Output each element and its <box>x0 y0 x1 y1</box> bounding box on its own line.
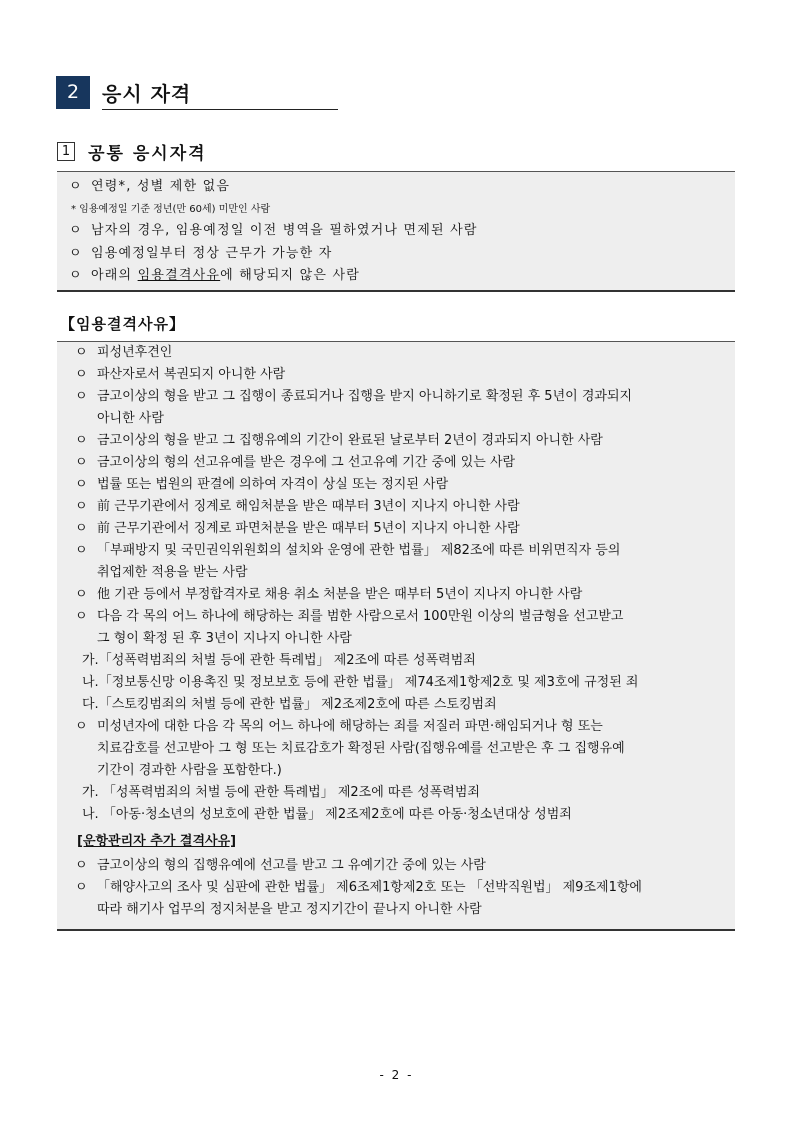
bullet: ㅇ <box>75 345 88 360</box>
disqualification-box <box>57 341 735 931</box>
list-item-continuation: 아니한 사람 <box>97 411 164 426</box>
sub-item: 가. 「성폭력범죄의 처벌 등에 관한 특례법」 제2조에 따른 성폭력범죄 <box>82 785 480 800</box>
section-number: 2 <box>56 76 90 109</box>
list-item: ㅇ 「부패방지 및 국민권익위원회의 설치와 운영에 관한 법률」 제82조에 따른 비위면직자 등의 <box>75 543 621 558</box>
bullet: ㅇ <box>69 179 83 194</box>
subsection-header <box>57 139 207 163</box>
list-item: ㅇ 他 기관 등에서 부정합격자로 채용 취소 처분을 받은 때부터 5년이 지나지 아니한 사람 <box>75 587 583 602</box>
sub-item: 다.「스토킹범죄의 처벌 등에 관한 법률」 제2조제2호에 따른 스토킹범죄 <box>82 697 497 712</box>
sub-item: 나.「정보통신망 이용촉진 및 정보보호 등에 관한 법률」 제74조제1항제2호 및 제3호에 규정된 죄 <box>82 675 639 690</box>
bullet: ㅇ <box>75 499 88 514</box>
bullet: ㅇ <box>75 367 88 382</box>
bullet: ㅇ <box>75 587 88 602</box>
section-title: 응시 자격 <box>102 82 192 106</box>
section-underline <box>102 109 338 110</box>
bullet: ㅇ <box>75 433 88 448</box>
disqualification-heading: 【임용결격사유】 <box>60 315 185 333</box>
bullet: ㅇ <box>75 858 88 873</box>
sub-item: 가.「성폭력범죄의 처벌 등에 관한 특례법」 제2조에 따른 성폭력범죄 <box>82 653 476 668</box>
list-item: ㅇ 금고이상의 형의 선고유예를 받은 경우에 그 선고유예 기간 중에 있는 사람 <box>75 455 516 470</box>
bullet: ㅇ <box>75 880 88 895</box>
list-item: ㅇ 법률 또는 법원의 판결에 의하여 자격이 상실 또는 정지된 사람 <box>75 477 449 492</box>
list-item: ㅇ 금고이상의 형의 집행유예에 선고를 받고 그 유예기간 중에 있는 사람 <box>75 858 486 873</box>
list-item: ㅇ 금고이상의 형을 받고 그 집행이 종료되거나 집행을 받지 아니하기로 확정된 후 5년이 경과되지 <box>75 389 633 404</box>
page-number: - 2 - <box>379 1068 414 1082</box>
bullet: ㅇ <box>75 609 88 624</box>
list-item: ㅇ 아래의 임용결격사유에 해당되지 않은 사람 <box>69 268 360 283</box>
bullet: ㅇ <box>75 521 88 536</box>
list-item: ㅇ 「해양사고의 조사 및 심판에 관한 법률」 제6조제1항제2호 또는 「선박직원법」 제9조제1항에 <box>75 880 642 895</box>
list-item-continuation: 기간이 경과한 사람을 포함한다.) <box>97 763 282 778</box>
subsection-number: 1 <box>57 142 75 161</box>
list-item: ㅇ 연령*, 성별 제한 없음 <box>69 179 231 194</box>
list-item-continuation: 그 형이 확정 된 후 3년이 지나지 아니한 사람 <box>97 631 352 646</box>
list-item: ㅇ 임용예정일부터 정상 근무가 가능한 자 <box>69 246 333 261</box>
list-item-continuation: 따라 해기사 업무의 정지처분을 받고 정지기간이 끝나지 아니한 사람 <box>97 902 482 917</box>
bullet: ㅇ <box>69 268 83 283</box>
sub-item: 나. 「아동·청소년의 성보호에 관한 법률」 제2조제2호에 따른 아동·청소년대상 성범죄 <box>82 807 572 822</box>
list-item: ㅇ 남자의 경우, 임용예정일 이전 병역을 필하였거나 면제된 사람 <box>69 223 478 238</box>
common-qualifications-box <box>57 171 735 292</box>
list-item-continuation: 치료감호를 선고받아 그 형 또는 치료감호가 확정된 사람(집행유예를 선고받은 후 그 집행유예 <box>97 741 625 756</box>
list-item-continuation: 취업제한 적용을 받는 사람 <box>97 565 248 580</box>
bullet: ㅇ <box>75 719 88 734</box>
list-item: ㅇ 피성년후견인 <box>75 345 173 360</box>
list-item: ㅇ 파산자로서 복권되지 아니한 사람 <box>75 367 286 382</box>
list-item: ㅇ 다음 각 목의 어느 하나에 해당하는 죄를 범한 사람으로서 100만원 이상의 벌금형을 선고받고 <box>75 609 624 624</box>
bullet: ㅇ <box>75 543 88 558</box>
bullet: ㅇ <box>69 246 83 261</box>
list-item: ㅇ 前 근무기관에서 징계로 파면처분을 받은 때부터 5년이 지나지 아니한 사람 <box>75 521 520 536</box>
bullet: ㅇ <box>75 477 88 492</box>
extra-disqualification-heading: [운항관리자 추가 결격사유] <box>77 834 237 849</box>
bullet: ㅇ <box>75 389 88 404</box>
subsection-title: 공통 응시자격 <box>88 144 207 164</box>
bullet: ㅇ <box>75 455 88 470</box>
bullet: ㅇ <box>69 223 83 238</box>
section-header <box>56 76 338 109</box>
list-item: ㅇ 前 근무기관에서 징계로 해임처분을 받은 때부터 3년이 지나지 아니한 사람 <box>75 499 520 514</box>
footnote: * 임용예정일 기준 정년(만 60세) 미만인 사람 <box>71 204 271 215</box>
list-item: ㅇ 금고이상의 형을 받고 그 집행유예의 기간이 완료된 날로부터 2년이 경과되지 아니한 사람 <box>75 433 603 448</box>
list-item: ㅇ 미성년자에 대한 다음 각 목의 어느 하나에 해당하는 죄를 저질러 파면·해임되거나 형 또는 <box>75 719 603 734</box>
disqualification-reference: 임용결격사유 <box>137 268 221 283</box>
